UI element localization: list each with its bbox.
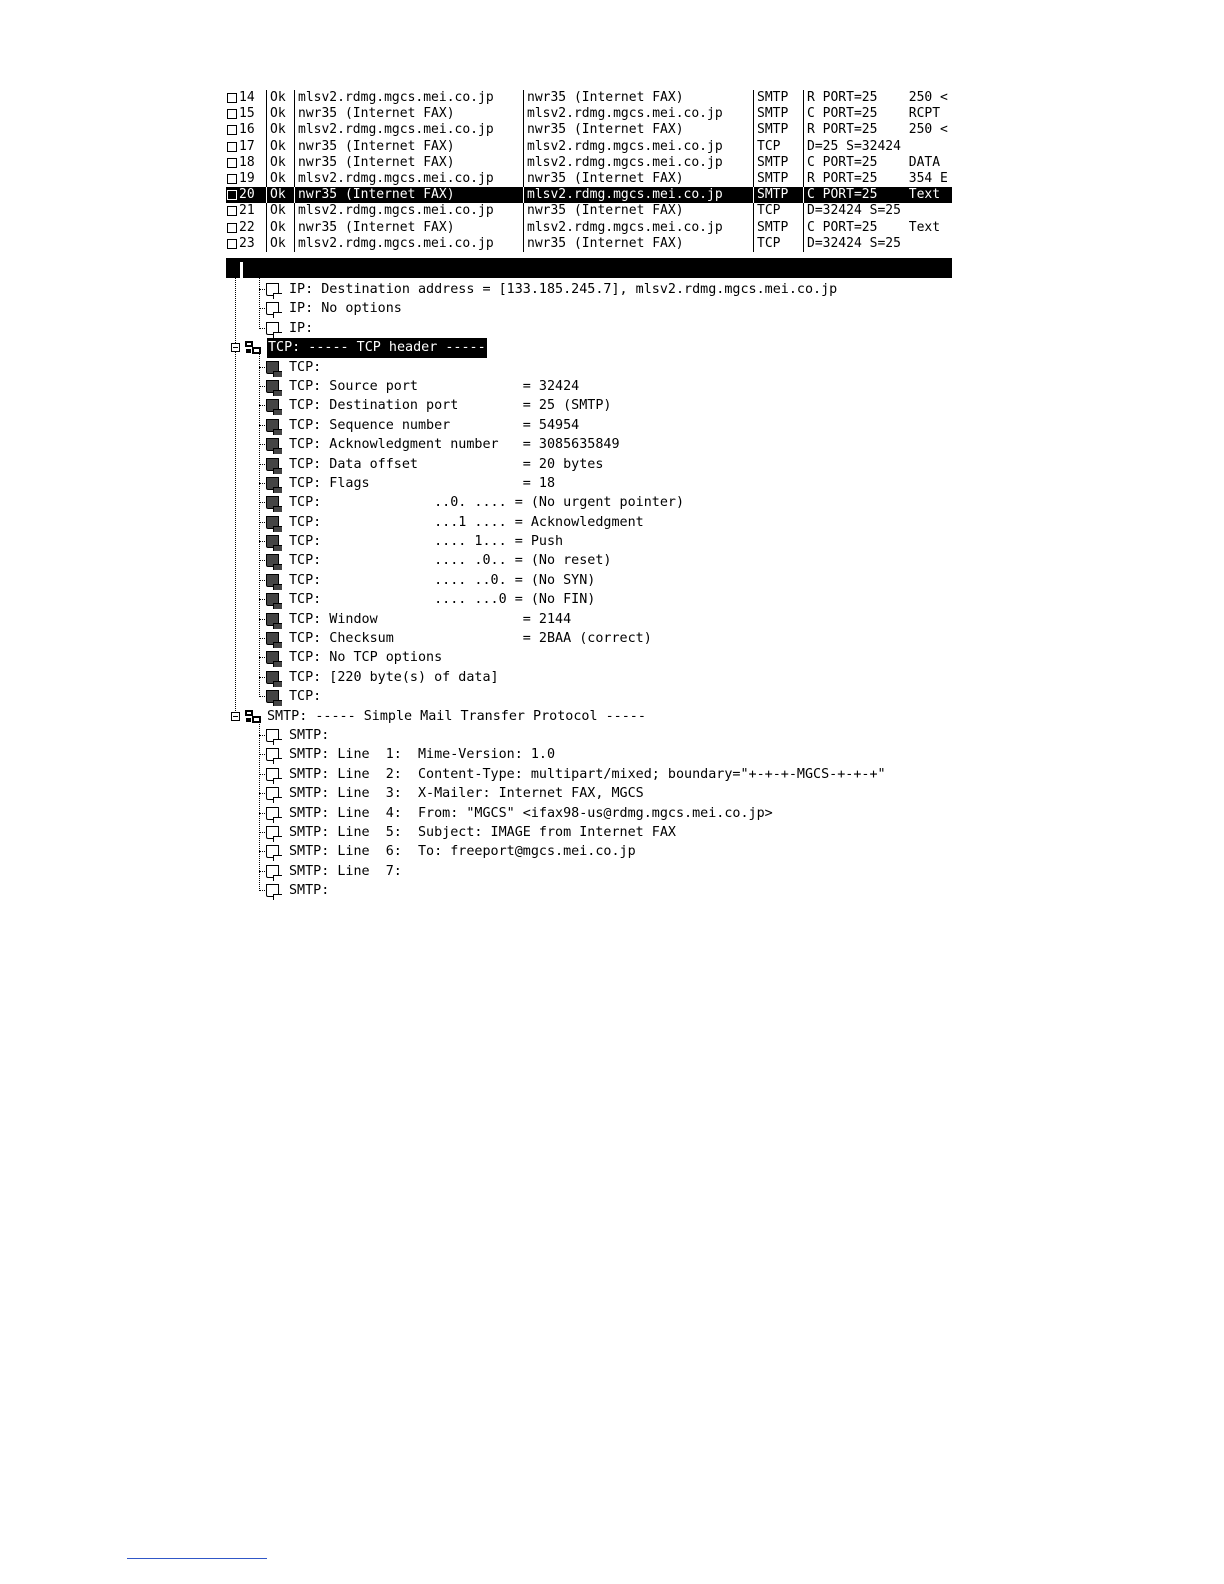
doc-dark-icon — [266, 632, 279, 645]
packet-checkbox[interactable] — [227, 206, 237, 216]
packet-destination: mlsv2.rdmg.mgcs.mei.co.jp — [523, 187, 753, 203]
tree-leaf-label: IP: — [289, 320, 314, 336]
tree-leaf-label: SMTP: Line 4: From: "MGCS" <ifax98-us@rdmg.mgcs.mei.co.jp> — [289, 805, 773, 821]
splitter-thumb[interactable] — [230, 262, 240, 276]
tree-leaf-label: TCP: .... ..0. = (No SYN) — [289, 572, 596, 588]
tree-leaf-label: TCP: Flags = 18 — [289, 475, 556, 491]
tree-leaf[interactable] — [226, 765, 952, 784]
packet-destination: nwr35 (Internet FAX) — [523, 90, 753, 106]
doc-dark-icon — [266, 496, 279, 509]
packet-number-cell — [226, 106, 266, 122]
packet-number: 21 — [239, 203, 255, 219]
packet-protocol: SMTP — [753, 122, 803, 138]
doc-icon — [266, 807, 279, 820]
doc-dark-icon — [266, 535, 279, 548]
capture-window — [226, 90, 952, 901]
packet-number-cell — [226, 122, 266, 138]
tree-leaf[interactable] — [226, 416, 952, 435]
doc-dark-icon — [266, 690, 279, 703]
packet-status: Ok — [266, 106, 294, 122]
packet-protocol: SMTP — [753, 90, 803, 106]
tree-leaf-label: SMTP: — [289, 727, 330, 743]
packet-source: mlsv2.rdmg.mgcs.mei.co.jp — [294, 203, 523, 219]
tree-node-label: SMTP: ----- Simple Mail Transfer Protocol ----- — [267, 708, 646, 724]
packet-row[interactable] — [226, 220, 952, 236]
tree-leaf-label: TCP: Checksum = 2BAA (correct) — [289, 631, 652, 647]
collapse-toggle-icon[interactable] — [231, 712, 240, 721]
packet-destination: nwr35 (Internet FAX) — [523, 171, 753, 187]
doc-dark-icon — [266, 554, 279, 567]
tree-leaf-label: IP: No options — [289, 301, 402, 317]
packet-source: mlsv2.rdmg.mgcs.mei.co.jp — [294, 90, 523, 106]
doc-dark-icon — [266, 458, 279, 471]
packet-source: mlsv2.rdmg.mgcs.mei.co.jp — [294, 122, 523, 138]
packet-source: nwr35 (Internet FAX) — [294, 139, 523, 155]
doc-dark-icon — [266, 613, 279, 626]
smtp-layer-icon — [244, 709, 262, 724]
packet-source: mlsv2.rdmg.mgcs.mei.co.jp — [294, 236, 523, 252]
packet-number: 23 — [239, 235, 255, 251]
packet-status: Ok — [266, 90, 294, 106]
doc-icon — [266, 865, 279, 878]
packet-checkbox[interactable] — [227, 223, 237, 233]
doc-icon — [266, 283, 279, 296]
doc-dark-icon — [266, 574, 279, 587]
tree-leaf-label: TCP: Acknowledgment number = 3085635849 — [289, 437, 620, 453]
tree-leaf[interactable] — [226, 784, 952, 803]
tree-node[interactable] — [226, 338, 952, 357]
packet-protocol: TCP — [753, 203, 803, 219]
packet-checkbox[interactable] — [227, 158, 237, 168]
tree-leaf[interactable] — [226, 648, 952, 667]
packet-summary: D=32424 S=25 — [803, 203, 952, 219]
tree-leaf-label: SMTP: Line 1: Mime-Version: 1.0 — [289, 747, 556, 763]
tree-leaf[interactable] — [226, 745, 952, 764]
packet-row[interactable] — [226, 122, 952, 138]
tree-leaf-label: TCP: .... .0.. = (No reset) — [289, 553, 612, 569]
packet-destination: mlsv2.rdmg.mgcs.mei.co.jp — [523, 106, 753, 122]
tree-leaf-label: TCP: [220 byte(s) of data] — [289, 669, 499, 685]
packet-source: nwr35 (Internet FAX) — [294, 155, 523, 171]
packet-number-cell — [226, 203, 266, 219]
tree-leaf-label: SMTP: Line 7: — [289, 863, 402, 879]
doc-dark-icon — [266, 516, 279, 529]
tree-leaf[interactable] — [226, 726, 952, 745]
tree-node[interactable] — [226, 707, 952, 726]
packet-status: Ok — [266, 122, 294, 138]
tree-leaf[interactable] — [226, 435, 952, 454]
packet-number: 20 — [239, 187, 255, 203]
doc-dark-icon — [266, 361, 279, 374]
packet-checkbox[interactable] — [227, 93, 237, 103]
packet-row[interactable] — [226, 155, 952, 171]
doc-dark-icon — [266, 380, 279, 393]
tree-leaf[interactable] — [226, 590, 952, 609]
doc-dark-icon — [266, 651, 279, 664]
tree-leaf-label: SMTP: Line 2: Content-Type: multipart/mixed; boundary="+-+-+-MGCS-+-+-+" — [289, 766, 886, 782]
splitter-grip[interactable] — [240, 262, 243, 278]
packet-checkbox[interactable] — [227, 125, 237, 135]
tree-leaf-label: TCP: No TCP options — [289, 650, 443, 666]
packet-row[interactable] — [226, 90, 952, 106]
tree-leaf[interactable] — [226, 551, 952, 570]
packet-summary: C PORT=25 Text — [803, 187, 952, 203]
packet-number: 17 — [239, 138, 255, 154]
packet-number-cell — [226, 171, 266, 187]
packet-row-selected[interactable] — [226, 187, 952, 203]
packet-number: 19 — [239, 170, 255, 186]
packet-protocol: TCP — [753, 236, 803, 252]
packet-number-cell — [226, 90, 266, 106]
tree-leaf-label: TCP: .... 1... = Push — [289, 534, 564, 550]
packet-source: nwr35 (Internet FAX) — [294, 106, 523, 122]
doc-icon — [266, 845, 279, 858]
doc-icon — [266, 768, 279, 781]
packet-summary: R PORT=25 250 < — [803, 90, 952, 106]
tree-leaf[interactable] — [226, 377, 952, 396]
packet-row[interactable] — [226, 203, 952, 219]
packet-number: 16 — [239, 122, 255, 138]
packet-destination: mlsv2.rdmg.mgcs.mei.co.jp — [523, 220, 753, 236]
tree-leaf[interactable] — [226, 358, 952, 377]
packet-source: nwr35 (Internet FAX) — [294, 220, 523, 236]
doc-dark-icon — [266, 477, 279, 490]
tree-leaf[interactable] — [226, 610, 952, 629]
packet-status: Ok — [266, 139, 294, 155]
tree-leaf[interactable] — [226, 629, 952, 648]
tree-leaf-label: TCP: — [289, 359, 322, 375]
doc-dark-icon — [266, 399, 279, 412]
tree-leaf[interactable] — [226, 804, 952, 823]
packet-destination: nwr35 (Internet FAX) — [523, 203, 753, 219]
doc-dark-icon — [266, 593, 279, 606]
packet-number: 14 — [239, 90, 255, 105]
tree-leaf-label: SMTP: Line 5: Subject: IMAGE from Internet FAX — [289, 824, 676, 840]
packet-checkbox[interactable] — [227, 190, 237, 200]
tree-leaf[interactable] — [226, 823, 952, 842]
packet-summary: D=32424 S=25 — [803, 236, 952, 252]
packet-protocol: SMTP — [753, 106, 803, 122]
doc-icon — [266, 322, 279, 335]
doc-icon — [266, 748, 279, 761]
tree-leaf-label: SMTP: Line 6: To: freeport@mgcs.mei.co.jp — [289, 844, 636, 860]
tree-leaf[interactable] — [226, 687, 952, 706]
packet-status: Ok — [266, 187, 294, 203]
tree-leaf-label: TCP: Destination port = 25 (SMTP) — [289, 398, 612, 414]
packet-checkbox[interactable] — [227, 142, 237, 152]
tree-leaf[interactable] — [226, 319, 952, 338]
packet-protocol: SMTP — [753, 171, 803, 187]
tree-leaf[interactable] — [226, 881, 952, 900]
packet-summary: C PORT=25 RCPT — [803, 106, 952, 122]
tree-leaf[interactable] — [226, 513, 952, 532]
tree-leaf-label: IP: Destination address = [133.185.245.7], mlsv2.rdmg.mgcs.mei.co.jp — [289, 282, 838, 297]
tree-leaf-label: TCP: Sequence number = 54954 — [289, 417, 580, 433]
doc-dark-icon — [266, 419, 279, 432]
doc-dark-icon — [266, 438, 279, 451]
packet-protocol: SMTP — [753, 155, 803, 171]
doc-icon — [266, 729, 279, 742]
tree-leaf[interactable] — [226, 571, 952, 590]
packet-detail-tree — [226, 280, 952, 901]
packet-checkbox[interactable] — [227, 174, 237, 184]
packet-number-cell — [226, 139, 266, 155]
tree-leaf-label: TCP: Data offset = 20 bytes — [289, 456, 604, 472]
tree-leaf[interactable] — [226, 532, 952, 551]
tree-leaf[interactable] — [226, 299, 952, 318]
packet-protocol: SMTP — [753, 187, 803, 203]
packet-number-cell — [226, 236, 266, 252]
packet-row[interactable] — [226, 171, 952, 187]
packet-row[interactable] — [226, 139, 952, 155]
tree-leaf[interactable] — [226, 280, 952, 299]
tree-leaf-label: TCP: ..0. .... = (No urgent pointer) — [289, 495, 685, 511]
tree-leaf[interactable] — [226, 668, 952, 687]
pane-splitter[interactable] — [226, 258, 952, 278]
tree-leaf-label: TCP: — [289, 689, 322, 705]
packet-source: mlsv2.rdmg.mgcs.mei.co.jp — [294, 171, 523, 187]
packet-status: Ok — [266, 236, 294, 252]
packet-number-cell — [226, 155, 266, 171]
packet-source: nwr35 (Internet FAX) — [294, 187, 523, 203]
tree-leaf-label: TCP: ...1 .... = Acknowledgment — [289, 514, 644, 530]
tree-leaf-label: SMTP: — [289, 883, 330, 899]
packet-destination: nwr35 (Internet FAX) — [523, 236, 753, 252]
packet-summary: R PORT=25 354 E — [803, 171, 952, 187]
packet-checkbox[interactable] — [227, 109, 237, 119]
tree-leaf[interactable] — [226, 474, 952, 493]
tree-leaf-label: TCP: Window = 2144 — [289, 611, 572, 627]
doc-dark-icon — [266, 671, 279, 684]
packet-number: 18 — [239, 154, 255, 170]
tree-leaf-label: TCP: Source port = 32424 — [289, 378, 580, 394]
packet-summary: R PORT=25 250 < — [803, 122, 952, 138]
packet-status: Ok — [266, 203, 294, 219]
packet-status: Ok — [266, 220, 294, 236]
packet-number: 15 — [239, 106, 255, 122]
doc-icon — [266, 302, 279, 315]
packet-number-cell — [226, 220, 266, 236]
packet-protocol: SMTP — [753, 220, 803, 236]
doc-icon — [266, 826, 279, 839]
tree-leaf-label: SMTP: Line 3: X-Mailer: Internet FAX, MGCS — [289, 786, 644, 802]
packet-row[interactable] — [226, 236, 952, 252]
doc-icon — [266, 787, 279, 800]
tree-node-label: TCP: ----- TCP header ----- — [267, 338, 487, 357]
packet-status: Ok — [266, 155, 294, 171]
packet-destination: mlsv2.rdmg.mgcs.mei.co.jp — [523, 155, 753, 171]
packet-number: 22 — [239, 219, 255, 235]
packet-number-cell — [226, 187, 266, 203]
tree-leaf-label: TCP: .... ...0 = (No FIN) — [289, 592, 596, 608]
tree-leaf[interactable] — [226, 455, 952, 474]
packet-summary: C PORT=25 Text — [803, 220, 952, 236]
tree-leaf[interactable] — [226, 842, 952, 861]
tree-leaf[interactable] — [226, 493, 952, 512]
tree-leaf[interactable] — [226, 396, 952, 415]
tree-leaf[interactable] — [226, 862, 952, 881]
packet-destination: mlsv2.rdmg.mgcs.mei.co.jp — [523, 139, 753, 155]
packet-status: Ok — [266, 171, 294, 187]
packet-row[interactable] — [226, 106, 952, 122]
packet-summary: C PORT=25 DATA — [803, 155, 952, 171]
packet-summary: D=25 S=32424 — [803, 139, 952, 155]
packet-checkbox[interactable] — [227, 239, 237, 249]
tcp-layer-icon — [244, 340, 262, 355]
collapse-toggle-icon[interactable] — [231, 343, 240, 352]
packet-destination: nwr35 (Internet FAX) — [523, 122, 753, 138]
packet-protocol: TCP — [753, 139, 803, 155]
doc-icon — [266, 884, 279, 897]
footnote-rule — [127, 1558, 267, 1559]
packet-list — [226, 90, 952, 256]
